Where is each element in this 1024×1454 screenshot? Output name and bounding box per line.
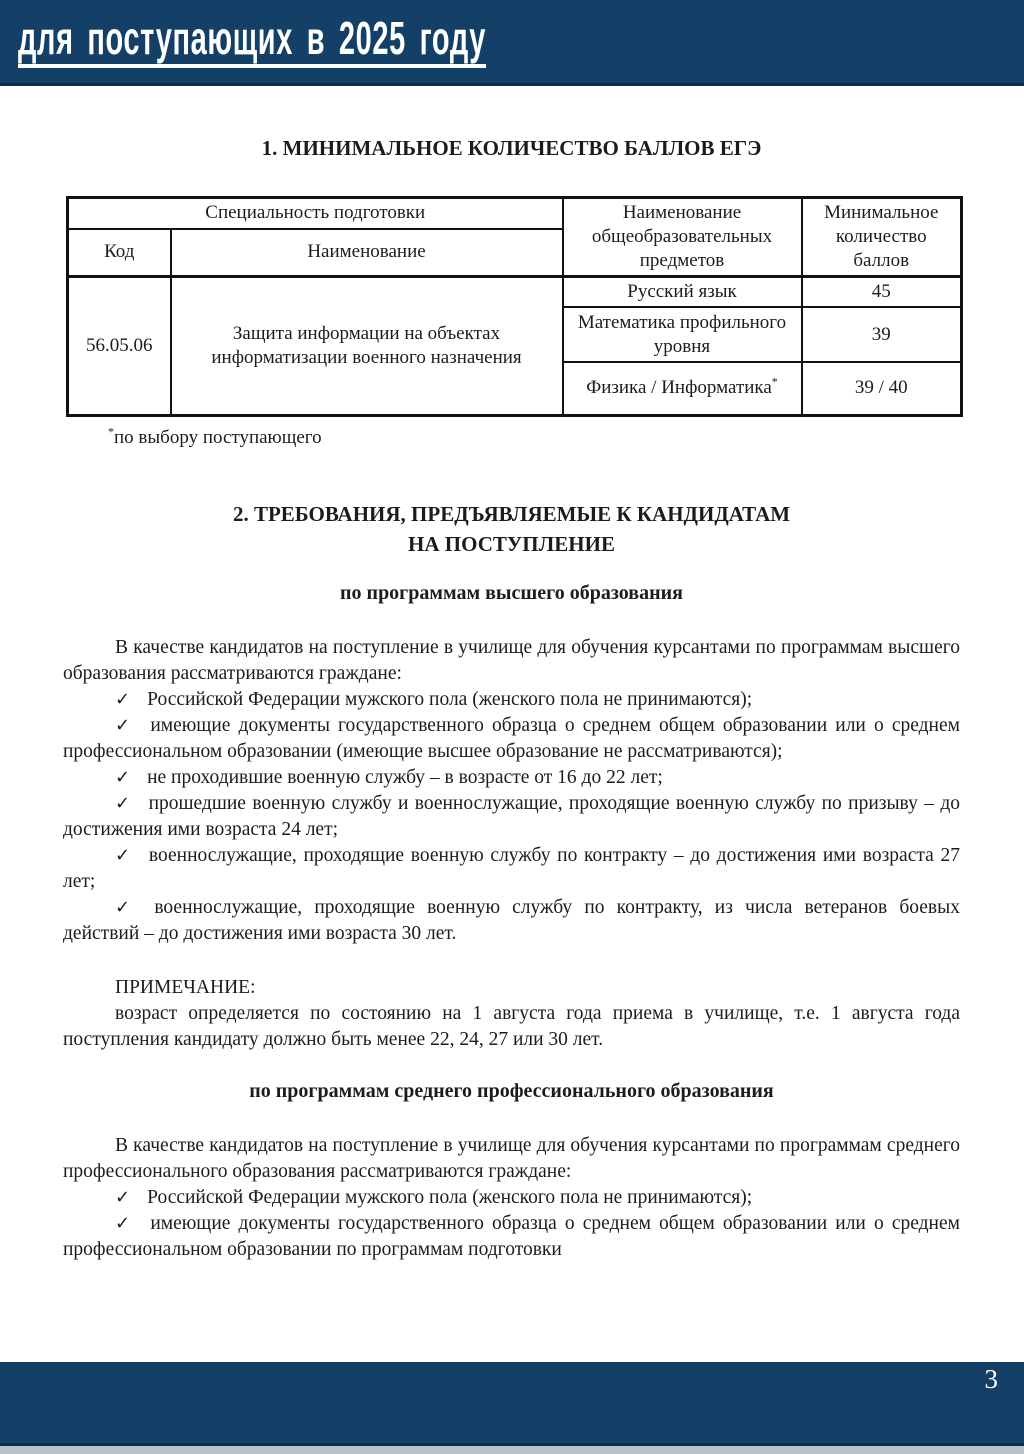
header-subjects: Наименование общеобразовательных предметов bbox=[563, 198, 802, 277]
cell-score-2: 39 bbox=[802, 307, 962, 362]
header-name: Наименование bbox=[171, 229, 563, 277]
footnote-marker: * bbox=[108, 424, 114, 439]
check-icon: ✓ bbox=[115, 792, 132, 814]
min-scores-table bbox=[66, 196, 963, 417]
list-item bbox=[63, 713, 960, 765]
secondary-ed-heading: по программам среднего профессионального образования bbox=[249, 1079, 774, 1102]
check-icon: ✓ bbox=[115, 688, 131, 710]
cell-score-3: 39 / 40 bbox=[802, 362, 962, 415]
cell-specialty-name: Защита информации на объектах информатизации военного назначения bbox=[171, 277, 563, 416]
list-item-text: военнослужащие, проходящие военную службу по контракту, из числа ветеранов боевых действий – до достижения ими возраста 30 лет. bbox=[63, 896, 960, 944]
list-item bbox=[63, 687, 960, 713]
banner-title: для поступающих в 2025 году bbox=[18, 14, 486, 68]
footnote-text: по выбору поступающего bbox=[114, 426, 322, 448]
subject-3-label: Физика / Информатика bbox=[586, 377, 772, 399]
section2-title-line2: НА ПОСТУПЛЕНИЕ bbox=[408, 531, 615, 556]
check-icon: ✓ bbox=[115, 1186, 131, 1208]
list-item bbox=[63, 1211, 960, 1263]
list-item-text: военнослужащие, проходящие военную службу по контракту – до достижения ими возраста 27 лет; bbox=[63, 844, 960, 892]
list-item bbox=[63, 765, 960, 791]
check-icon: ✓ bbox=[115, 896, 138, 918]
table-footnote bbox=[108, 424, 960, 449]
section2-title-line1: 2. ТРЕБОВАНИЯ, ПРЕДЪЯВЛЯЕМЫЕ К КАНДИДАТАМ bbox=[232, 501, 791, 526]
list-item bbox=[63, 1185, 960, 1211]
list-item-text: Российской Федерации мужского пола (женского пола не принимаются); bbox=[147, 688, 753, 710]
list-item-text: прошедшие военную службу и военнослужащие, проходящие военную службу по призыву – до достижения ими возраста 24 лет; bbox=[63, 792, 960, 840]
list-item-text: не проходившие военную службу – в возрасте от 16 до 22 лет; bbox=[147, 766, 663, 788]
note-text: возраст определяется по состоянию на 1 августа года приема в училище, т.е. 1 августа года поступления кандидату должно быть менее 22, 24, 27 или 30 лет. bbox=[63, 1002, 960, 1050]
table-row bbox=[68, 277, 962, 308]
header-code: Код bbox=[68, 229, 171, 277]
list-item bbox=[63, 895, 960, 947]
section2-title bbox=[63, 499, 960, 559]
footnote-marker: * bbox=[771, 374, 778, 389]
cell-score-1: 45 bbox=[802, 277, 962, 308]
list-item bbox=[63, 843, 960, 895]
table-header-row-1 bbox=[68, 198, 962, 229]
cell-code: 56.05.06 bbox=[68, 277, 171, 416]
check-icon: ✓ bbox=[115, 844, 132, 866]
header-min-score: Минимальное количество баллов bbox=[802, 198, 962, 277]
higher-ed-heading: по программам высшего образования bbox=[340, 581, 683, 604]
higher-ed-intro: В качестве кандидатов на поступление в училище для обучения курсантами по программам высшего образования рассматриваются граждане: bbox=[63, 636, 960, 684]
check-icon: ✓ bbox=[115, 1212, 134, 1234]
list-item bbox=[63, 791, 960, 843]
page-content bbox=[0, 89, 1024, 1263]
footer-banner bbox=[0, 1362, 1024, 1446]
list-item-text: имеющие документы государственного образца о среднем общем образовании или о среднем профессиональном образовании (имеющие высшее образование не рассматриваются); bbox=[63, 714, 960, 762]
section1-title: 1. МИНИМАЛЬНОЕ КОЛИЧЕСТВО БАЛЛОВ ЕГЭ bbox=[261, 136, 762, 160]
check-icon: ✓ bbox=[115, 714, 134, 736]
cell-subject-3 bbox=[563, 362, 802, 415]
header-specialty-group: Специальность подготовки bbox=[68, 198, 563, 229]
header-banner bbox=[0, 0, 1024, 86]
list-item-text: имеющие документы государственного образца о среднем общем образовании или о среднем профессиональном образовании по программам подготовки bbox=[63, 1212, 960, 1260]
secondary-ed-intro: В качестве кандидатов на поступление в училище для обучения курсантами по программам среднего профессионального образования рассматриваются граждане: bbox=[63, 1134, 960, 1182]
check-icon: ✓ bbox=[115, 766, 131, 788]
page-number: 3 bbox=[984, 1364, 998, 1394]
list-item-text: Российской Федерации мужского пола (женского пола не принимаются); bbox=[147, 1186, 753, 1208]
cell-subject-1: Русский язык bbox=[563, 277, 802, 308]
note-label: ПРИМЕЧАНИЕ: bbox=[115, 976, 256, 998]
cell-subject-2: Математика профильного уровня bbox=[563, 307, 802, 362]
footer-strip bbox=[0, 1446, 1024, 1454]
